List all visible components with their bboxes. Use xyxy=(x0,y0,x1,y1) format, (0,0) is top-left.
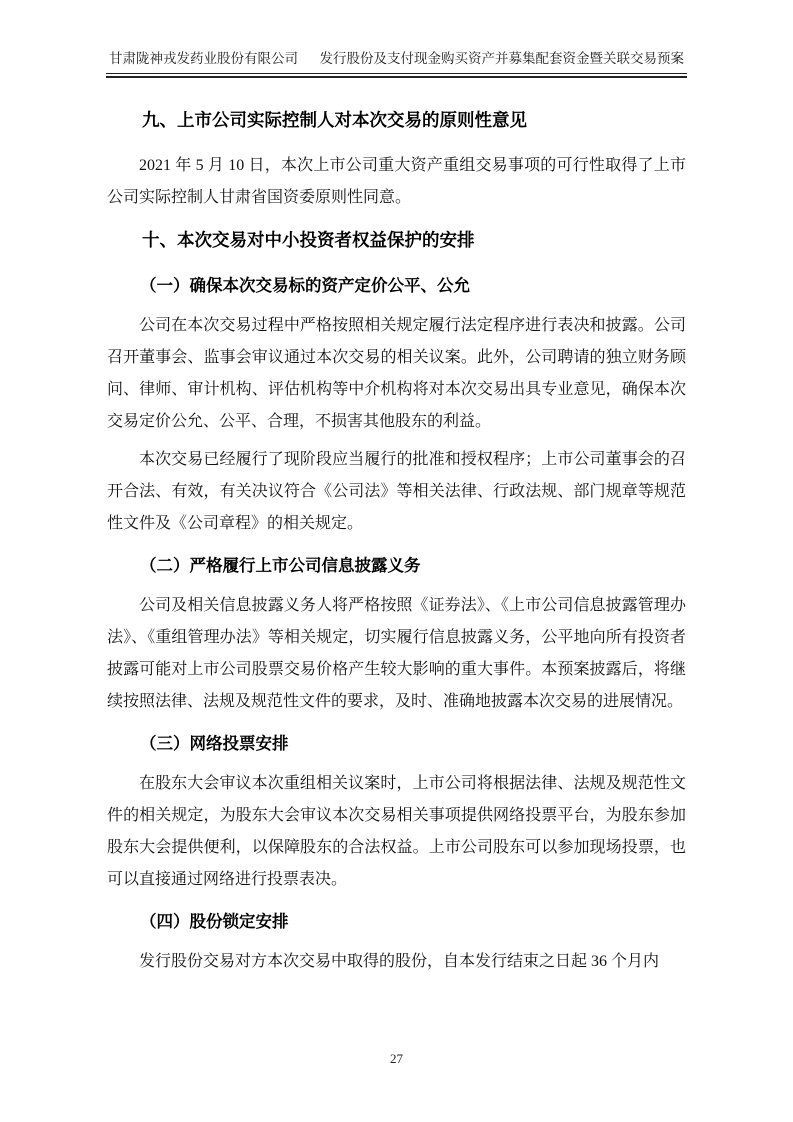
paragraph: 本次交易已经履行了现阶段应当履行的批准和授权程序；上市公司董事会的召开合法、有效，有关决议符合《公司法》等相关法律、行政法规、部门规章等规范性文件及《公司章程》的相关规定。 xyxy=(107,451,686,532)
paragraph: 在股东大会审议本次重组相关议案时，上市公司将根据法律、法规及规范性文件的相关规定，为股东大会审议本次交易相关事项提供网络投票平台，为股东参加股东大会提供便利，以保障股东的合法权益。上市公司股东可以参加现场投票，也可以直接通过网络进行投票表决。 xyxy=(107,775,686,888)
subsection-heading-1: （一）确保本次交易标的资产定价公平、公允 xyxy=(140,276,470,295)
header-company-name: 甘肃陇神戎发药业股份有限公司 xyxy=(108,51,298,66)
page-footer xyxy=(0,1051,793,1067)
paragraph: 发行股份交易对方本次交易中取得的股份，自本发行结束之日起 36 个月内 xyxy=(139,953,660,970)
running-header xyxy=(106,50,687,68)
page-number: 27 xyxy=(390,1051,403,1066)
document-body xyxy=(0,78,793,978)
page-header xyxy=(0,0,793,78)
section-heading-10: 十、本次交易对中小投资者权益保护的安排 xyxy=(142,230,475,250)
subsection-heading-4: （四）股份锁定安排 xyxy=(140,912,289,931)
section-heading-9: 九、上市公司实际控制人对本次交易的原则性意见 xyxy=(142,110,527,130)
header-doc-title: 发行股份及支付现金购买资产并募集配套资金暨关联交易预案 xyxy=(319,51,685,66)
subsection-heading-3: （三）网络投票安排 xyxy=(140,734,289,753)
subsection-heading-2: （二）严格履行上市公司信息披露义务 xyxy=(140,556,421,575)
paragraph: 2021 年 5 月 10 日，本次上市公司重大资产重组交易事项的可行性取得了上市公司实际控制人甘肃省国资委原则性同意。 xyxy=(107,157,686,206)
paragraph: 公司在本次交易过程中严格按照相关规定履行法定程序进行表决和披露。公司召开董事会、监事会审议通过本次交易的相关议案。此外，公司聘请的独立财务顾问、律师、审计机构、评估机构等中介机构将对本次交易出具专业意见，确保本次交易定价公允、公平、合理，不损害其他股东的利益。 xyxy=(107,317,686,430)
paragraph: 公司及相关信息披露义务人将严格按照《证券法》、《上市公司信息披露管理办法》、《重组管理办法》等相关规定，切实履行信息披露义务，公平地向所有投资者披露可能对上市公司股票交易价格产生较大影响的重大事件。本预案披露后，将继续按照法律、法规及规范性文件的要求，及时、准确地披露本次交易的进展情况。 xyxy=(107,597,686,710)
